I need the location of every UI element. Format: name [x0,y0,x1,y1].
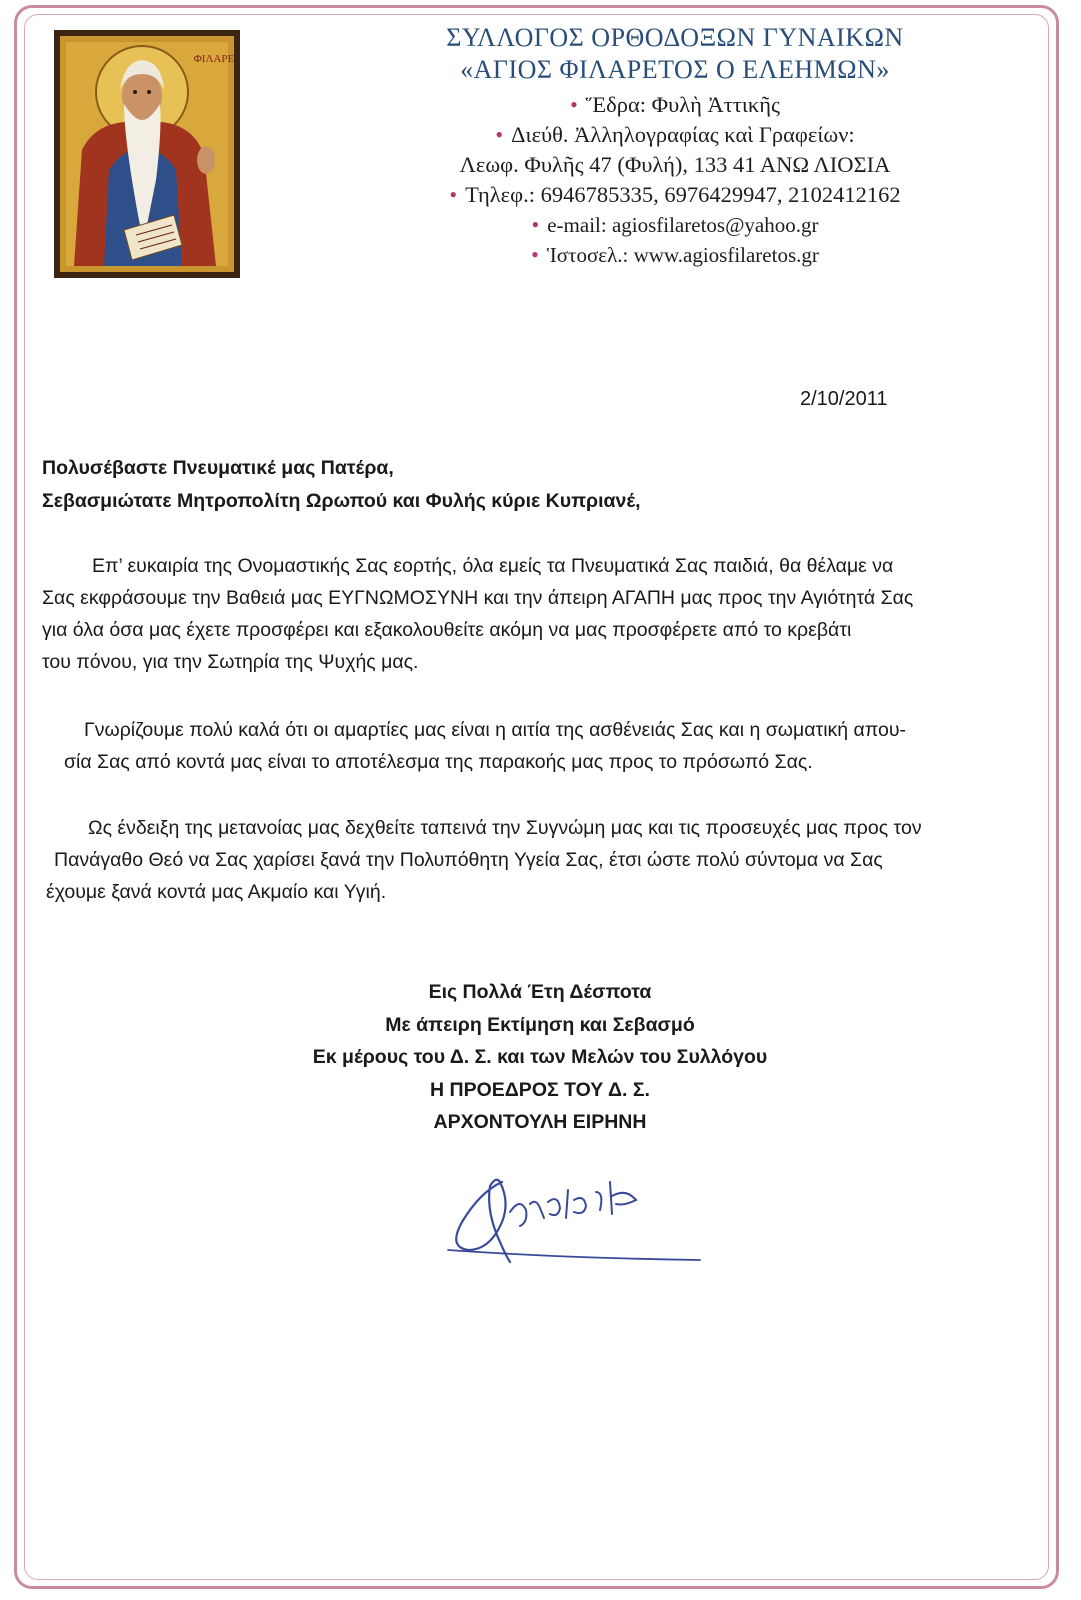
salutation-line2: Σεβασμιώτατε Μητροπολίτη Ωρωπού και Φυλής κύριε Κυπριανέ, [42,490,641,512]
letterhead [410,22,940,270]
paragraph-line: για όλα όσα μας έχετε προσφέρει και εξακολουθείτε ακόμη να μας προσφέρετε από το κρεβάτι [42,619,852,641]
bullet-icon: • [570,92,578,117]
paragraph-line: σία Σας από κοντά μας είναι το αποτέλεσμα της παρακοής μας προς το πρόσωπό Σας. [64,751,813,773]
closing-line: Με άπειρη Εκτίμηση και Σεβασμό [385,1013,695,1036]
org-name-line1: ΣΥΛΛΟΓΟΣ ΟΡΘΟΔΟΞΩΝ ΓΥΝΑΙΚΩΝ [446,23,904,52]
closing-line: Η ΠΡΟΕΔΡΟΣ ΤΟΥ Δ. Σ. [430,1078,650,1101]
org-name-line2: «ΑΓΙΟΣ ΦΙΛΑΡΕΤΟΣ Ο ΕΛΕΗΜΩΝ» [460,55,890,84]
closing-line: Εις Πολλά Έτη Δέσποτα [428,981,652,1003]
paragraph-line: έχουμε ξανά κοντά μας Ακμαίο και Υγιή. [46,881,387,903]
bullet-icon: • [449,182,458,207]
salutation [42,452,641,518]
paragraph-line: Γνωρίζουμε πολύ καλά ότι οι αμαρτίες μας είναι η αιτία της ασθένειάς Σας και η σωματική απου- [84,719,906,741]
bullet-icon: • [531,242,539,267]
address-label-text: Διεύθ. Ἀλληλογραφίας καὶ Γραφείων: [511,122,855,147]
paragraph-line: Επ’ ευκαιρία της Ονομαστικής Σας εορτής, όλα εμείς τα Πνευματικά Σας παιδιά, θα θέλαμε να [92,555,894,577]
paragraph-line: Σας εκφράσουμε την Βαθειά μας ΕΥΓΝΩΜΟΣΥΝΗ και την άπειρη ΑΓΑΠΗ μας προς την Αγιότητά Σας [42,587,914,609]
phone-text: Τηλεφ.: 6946785335, 6976429947, 2102412162 [465,182,901,207]
closing-block [280,976,800,1139]
website-line [410,240,940,270]
paragraph-2 [42,714,906,778]
seat-line [410,90,940,120]
bullet-icon: • [531,212,540,237]
address-line: Λεωφ. Φυλῆς 47 (Φυλή), 133 41 ΑΝΩ ΛΙΟΣΙΑ [459,152,891,177]
email-line [410,210,940,240]
bullet-icon: • [495,122,504,147]
website-text: Ἱστοσελ.: www.agiosfilaretos.gr [546,243,819,267]
icon-inscription: ΦΙΛΑΡΕ [193,53,235,65]
closing-line: Εκ μέρους του Δ. Σ. και των Μελών του Συλλόγου [312,1046,768,1068]
paragraph-line: Πανάγαθο Θεό να Σας χαρίσει ξανά την Πολυπόθητη Υγεία Σας, έτσι ώστε πολύ σύντομα να Σας [54,849,883,871]
closing-line: ΑΡΧΟΝΤΟΥΛΗ ΕΙΡΗΝΗ [433,1111,647,1133]
phone-line [410,180,940,210]
paragraph-line: Ως ένδειξη της μετανοίας μας δεχθείτε ταπεινά την Συγνώμη μας και τις προσευχές μας προς τον [88,817,922,839]
letter-date: 2/10/2011 [800,388,888,410]
paragraph-3 [46,812,922,908]
saint-icon-image [54,30,240,278]
email-text: e-mail: agiosfilaretos@yahoo.gr [547,213,819,237]
seat-text: Ἕδρα: Φυλὴ Ἀττικῆς [585,92,780,117]
salutation-line1: Πολυσέβαστε Πνευματικέ μας Πατέρα, [42,457,394,479]
paragraph-line: του πόνου, για την Σωτηρία της Ψυχής μας. [42,651,419,673]
signature [440,1152,710,1272]
paragraph-1 [42,550,913,678]
address-label-line [410,120,940,150]
